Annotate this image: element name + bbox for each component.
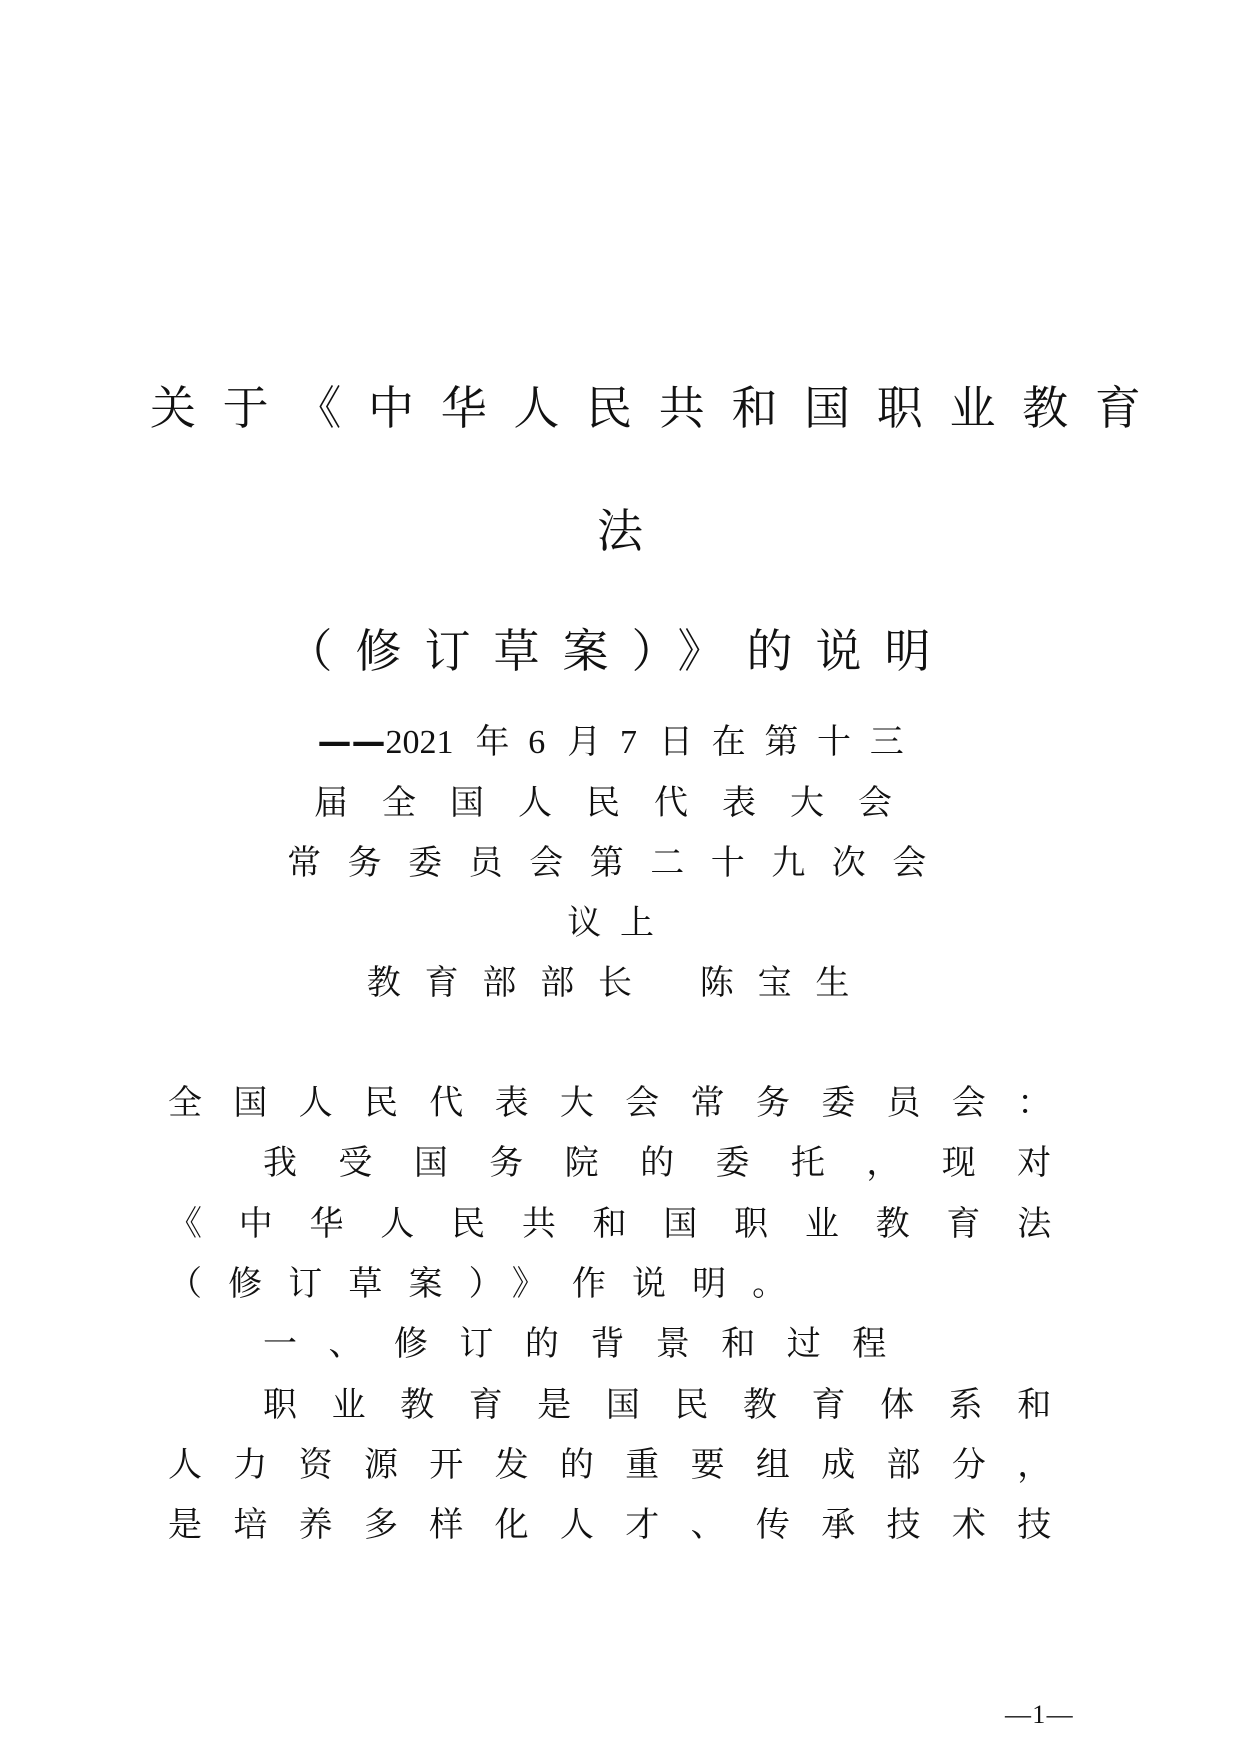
- subtitle-month-unit: 月: [567, 722, 620, 762]
- subtitle-year: 2021: [385, 724, 454, 761]
- subtitle-line-3: 常务委员会第二十九次会: [287, 843, 953, 883]
- subtitle-month: 6: [528, 724, 546, 761]
- subtitle-date-line: [150, 714, 1090, 763]
- subtitle-line-2: 届全国人民代表大会: [314, 783, 926, 823]
- subtitle-rest: 在第十三: [711, 722, 923, 762]
- paragraph-2-line-2: 人力资源开发的重要组成部分，: [168, 1445, 1058, 1485]
- title-line-3: （修订草案）》的说明: [286, 624, 954, 678]
- salutation: 全国人民代表大会常务委员会：: [168, 1083, 1058, 1123]
- speaker-name: 陈宝生: [699, 963, 874, 1003]
- paragraph-1-line-3: （修订草案）》作说明。: [168, 1264, 793, 1304]
- subtitle-dash: ——: [317, 722, 386, 762]
- subtitle-day: 7: [619, 724, 637, 761]
- section-1-heading: 一、修订的背景和过程: [263, 1324, 893, 1364]
- subtitle-day-unit: 日: [658, 722, 712, 762]
- subtitle-year-unit: 年: [475, 722, 529, 762]
- paragraph-2-line-1: 职业教育是国民教育体系和: [263, 1385, 1058, 1425]
- speaker-line: [150, 955, 1090, 1004]
- page-number: —1—: [1005, 1700, 1074, 1729]
- title-line-2: 法: [597, 504, 643, 558]
- speaker-title: 教育部部长: [366, 963, 656, 1003]
- paragraph-1-line-2: 《中华人民共和国职业教育法: [168, 1204, 1058, 1244]
- paragraph-1-line-1: 我受国务院的委托，现对: [263, 1143, 1058, 1183]
- paragraph-2-line-3: 是培养多样化人才、传承技术技: [168, 1505, 1058, 1545]
- subtitle-line-4: 议上: [567, 903, 673, 943]
- title-line-1: 关于《中华人民共和国职业教育: [150, 381, 1168, 435]
